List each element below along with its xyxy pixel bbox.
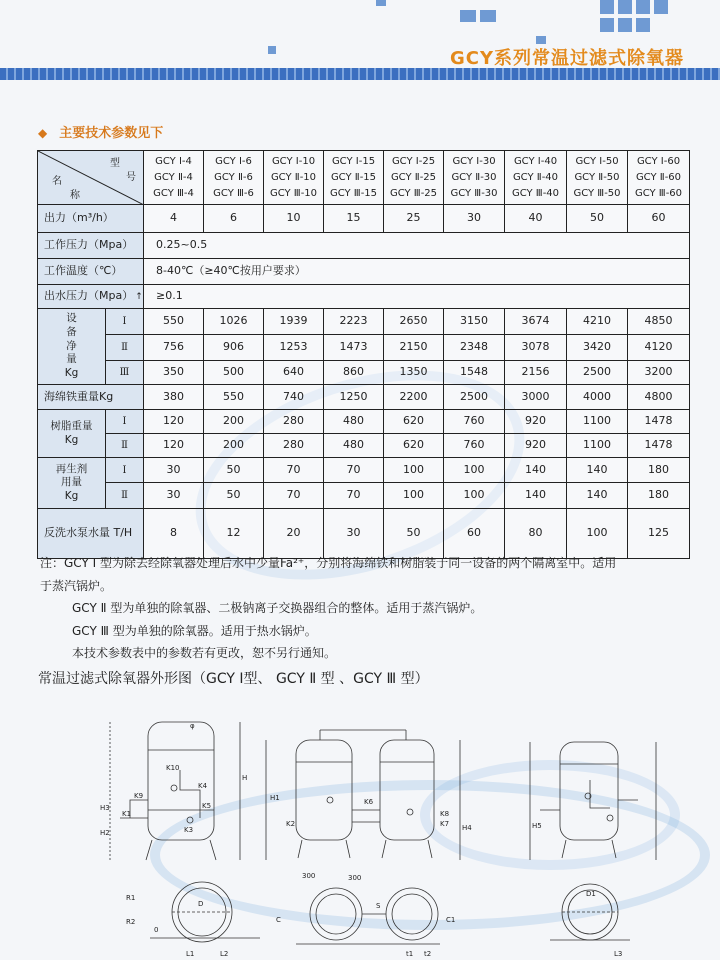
table-cell: 1350 [384, 361, 444, 385]
row-group-label: 设 备 净 量 Kg [38, 309, 106, 385]
table-cell: 280 [264, 434, 324, 458]
model-cell: GCY Ⅰ-10 GCY Ⅱ-10 GCY Ⅲ-10 [264, 151, 324, 205]
corner-cheng: 称 [70, 190, 80, 201]
table-cell: 180 [628, 483, 690, 509]
table-cell: 3078 [505, 335, 567, 361]
dim-label: H5 [532, 822, 542, 830]
table-cell: 12 [204, 509, 264, 559]
table-cell: 4000 [567, 385, 628, 410]
table-cell: 40 [505, 205, 567, 233]
table-cell: 4120 [628, 335, 690, 361]
tank-right [530, 742, 656, 860]
table-cell: 100 [384, 483, 444, 509]
table-cell: 1250 [324, 385, 384, 410]
decor-square [460, 10, 476, 22]
decor-square [536, 36, 546, 44]
decor-square [636, 18, 650, 32]
row-label: 工作压力（Mpa） [38, 233, 144, 259]
dim-label: H [242, 774, 248, 782]
decor-square [618, 18, 632, 32]
dim-label: R2 [126, 918, 136, 926]
dim-label: L1 [186, 950, 195, 958]
table-cell: 1473 [324, 335, 384, 361]
sub-label: Ⅰ [106, 309, 144, 335]
table-cell: 1253 [264, 335, 324, 361]
table-cell: 100 [567, 509, 628, 559]
model-cell: GCY Ⅰ-30 GCY Ⅱ-30 GCY Ⅲ-30 [444, 151, 505, 205]
table-cell: 906 [204, 335, 264, 361]
table-cell: 0.25~0.5 [144, 233, 690, 259]
table-cell: 920 [505, 434, 567, 458]
table-cell: 4850 [628, 309, 690, 335]
dim-label: t1 [406, 950, 414, 958]
dim-label: K9 [134, 792, 144, 800]
table-cell: 70 [324, 458, 384, 483]
table-cell: 100 [384, 458, 444, 483]
table-cell: 4 [144, 205, 204, 233]
table-cell: 1548 [444, 361, 505, 385]
sub-label: Ⅰ [106, 410, 144, 434]
dim-label: K2 [286, 820, 296, 828]
note-line: 于蒸汽锅炉。 [40, 578, 113, 593]
row-group-label: 再生剂 用量 Kg [38, 458, 106, 509]
table-cell: 2500 [567, 361, 628, 385]
table-cell: 2200 [384, 385, 444, 410]
table-cell: 380 [144, 385, 204, 410]
dim-label: K3 [184, 826, 194, 834]
table-cell: 200 [204, 434, 264, 458]
dim-label: D1 [586, 890, 596, 898]
table-cell: 1100 [567, 434, 628, 458]
note-line: GCY Ⅲ 型为单独的除氧器。适用于热水锅炉。 [72, 623, 317, 638]
table-cell: 25 [384, 205, 444, 233]
table-cell: 2223 [324, 309, 384, 335]
table-cell: 140 [567, 483, 628, 509]
dim-label: H3 [100, 804, 110, 812]
dim-label: 300 [348, 874, 362, 882]
section-heading [38, 122, 163, 141]
dim-label: C [276, 916, 281, 924]
table-cell: 30 [144, 483, 204, 509]
dim-label: φ [190, 722, 195, 730]
decor-square [636, 0, 650, 14]
row-label: 出水压力（Mpa） ↑ [38, 285, 144, 309]
decor-square [600, 18, 614, 32]
table-row-output [38, 205, 690, 233]
dim-label: L2 [220, 950, 229, 958]
table-row-backwash [38, 509, 690, 559]
table-cell: 760 [444, 410, 505, 434]
table-cell: 30 [144, 458, 204, 483]
dim-label: 0 [154, 926, 159, 934]
table-cell: 70 [264, 483, 324, 509]
dim-label: K7 [440, 820, 450, 828]
sub-label: Ⅱ [106, 335, 144, 361]
table-cell: 3000 [505, 385, 567, 410]
table-cell: 100 [444, 458, 505, 483]
table-header-row [38, 151, 690, 205]
dim-label: R1 [126, 894, 136, 902]
table-cell: 70 [324, 483, 384, 509]
decor-square [618, 0, 632, 14]
outline-drawing [90, 700, 710, 960]
dim-label: K1 [122, 810, 132, 818]
dim-label: K6 [364, 798, 374, 806]
table-cell: 80 [505, 509, 567, 559]
arrow-mark: ↑ [135, 292, 143, 303]
table-cell: 100 [444, 483, 505, 509]
corner-ming: 名 [52, 176, 62, 187]
table-cell: 640 [264, 361, 324, 385]
dim-label: S [376, 902, 381, 910]
table-cell: 15 [324, 205, 384, 233]
table-cell: 200 [204, 410, 264, 434]
model-cell: GCY Ⅰ-60 GCY Ⅱ-60 GCY Ⅲ-60 [628, 151, 690, 205]
table-cell: 140 [505, 483, 567, 509]
sub-label: Ⅰ [106, 458, 144, 483]
table-cell: 2500 [444, 385, 505, 410]
figure-title: 常温过滤式除氧器外形图（GCY Ⅰ型、 GCY Ⅱ 型 、GCY Ⅲ 型） [38, 671, 429, 687]
table-cell: 2650 [384, 309, 444, 335]
table-row-weight [38, 335, 690, 361]
table-cell: 180 [628, 458, 690, 483]
table-cell: 3150 [444, 309, 505, 335]
table-cell: 756 [144, 335, 204, 361]
tank-middle [266, 730, 460, 860]
table-cell: 350 [144, 361, 204, 385]
table-cell: 740 [264, 385, 324, 410]
diamond-icon: ◆ [38, 126, 48, 140]
table-cell: 8 [144, 509, 204, 559]
dim-label: C1 [446, 916, 456, 924]
page-title: GCY系列常温过滤式除氧器 [449, 48, 684, 69]
table-cell: 480 [324, 410, 384, 434]
decor-square [600, 0, 614, 14]
table-row-regenerant [38, 458, 690, 483]
dim-label: H2 [100, 829, 110, 837]
table-cell: 20 [264, 509, 324, 559]
corner-xing: 型 [110, 158, 120, 169]
table-cell: 8-40℃（≥40℃按用户要求） [144, 259, 690, 285]
table-cell: 1478 [628, 410, 690, 434]
table-cell: 2150 [384, 335, 444, 361]
table-corner-cell [38, 151, 144, 205]
decor-square [268, 46, 276, 54]
table-cell: 3674 [505, 309, 567, 335]
dim-label: t2 [424, 950, 432, 958]
table-row-regenerant [38, 483, 690, 509]
sub-label: Ⅱ [106, 483, 144, 509]
model-cell: GCY Ⅰ-25 GCY Ⅱ-25 GCY Ⅲ-25 [384, 151, 444, 205]
table-cell: 50 [384, 509, 444, 559]
row-label: 反洗水泵水量 T/H [38, 509, 144, 559]
table-cell: 550 [204, 385, 264, 410]
table-cell: 2348 [444, 335, 505, 361]
table-cell: 620 [384, 434, 444, 458]
table-cell: 3200 [628, 361, 690, 385]
table-cell: 6 [204, 205, 264, 233]
model-cell: GCY Ⅰ-6 GCY Ⅱ-6 GCY Ⅲ-6 [204, 151, 264, 205]
table-row-outlet-pressure [38, 285, 690, 309]
table-cell: 140 [567, 458, 628, 483]
table-cell: 1478 [628, 434, 690, 458]
table-cell: 2156 [505, 361, 567, 385]
dim-label: L3 [614, 950, 623, 958]
table-cell: 50 [204, 458, 264, 483]
table-cell: 620 [384, 410, 444, 434]
note-line: 注：GCY Ⅰ 型为除去经除氧器处理后水中少量Fa²⁺，分别将海绵铁和树脂装于同一设备的两个隔离室中。适用 [40, 556, 617, 570]
table-row-resin [38, 434, 690, 458]
table-cell: 1026 [204, 309, 264, 335]
plan-views [150, 882, 630, 944]
table-cell: 4210 [567, 309, 628, 335]
decor-square [376, 0, 386, 6]
dim-label: K10 [166, 764, 180, 772]
row-label: 海绵铁重量Kg [38, 385, 144, 410]
table-row-temperature [38, 259, 690, 285]
table-row-sponge-iron [38, 385, 690, 410]
row-group-label: 树脂重量 Kg [38, 410, 106, 458]
table-cell: 120 [144, 434, 204, 458]
tank-left [110, 722, 240, 860]
table-cell: 500 [204, 361, 264, 385]
note-line: 本技术参数表中的参数若有更改，恕不另行通知。 [72, 646, 337, 660]
table-cell: 280 [264, 410, 324, 434]
table-cell: 3420 [567, 335, 628, 361]
dim-label: K4 [198, 782, 208, 790]
table-cell: 4800 [628, 385, 690, 410]
table-cell: 920 [505, 410, 567, 434]
row-label: 出力（m³/h） [38, 205, 144, 233]
dim-label: H4 [462, 824, 472, 832]
section-heading-text: 主要技术参数见下 [59, 126, 164, 141]
notes-block [40, 552, 700, 665]
table-cell: 60 [628, 205, 690, 233]
sub-label: Ⅱ [106, 434, 144, 458]
sub-label: Ⅲ [106, 361, 144, 385]
table-cell: 760 [444, 434, 505, 458]
spec-table [37, 150, 690, 559]
dim-label: D [198, 900, 204, 908]
table-cell: 50 [567, 205, 628, 233]
table-cell: 120 [144, 410, 204, 434]
dim-label: K8 [440, 810, 450, 818]
model-cell: GCY Ⅰ-4 GCY Ⅱ-4 GCY Ⅲ-4 [144, 151, 204, 205]
table-cell: 860 [324, 361, 384, 385]
table-cell: 140 [505, 458, 567, 483]
model-cell: GCY Ⅰ-40 GCY Ⅱ-40 GCY Ⅲ-40 [505, 151, 567, 205]
table-cell: 50 [204, 483, 264, 509]
table-cell: ≥0.1 [144, 285, 690, 309]
table-row-weight [38, 361, 690, 385]
corner-hao: 号 [126, 172, 136, 183]
dim-label: 300 [302, 872, 316, 880]
model-cell: GCY Ⅰ-50 GCY Ⅱ-50 GCY Ⅲ-50 [567, 151, 628, 205]
dim-label: H1 [270, 794, 280, 802]
table-row-resin [38, 410, 690, 434]
note-line: GCY Ⅱ 型为单独的除氧器、二极钠离子交换器组合的整体。适用于蒸汽锅炉。 [72, 601, 483, 615]
model-cell: GCY Ⅰ-15 GCY Ⅱ-15 GCY Ⅲ-15 [324, 151, 384, 205]
table-row-weight [38, 309, 690, 335]
dim-label: K5 [202, 802, 212, 810]
table-cell: 30 [324, 509, 384, 559]
table-cell: 1939 [264, 309, 324, 335]
row-label: 工作温度（℃） [38, 259, 144, 285]
table-row-pressure [38, 233, 690, 259]
table-cell: 10 [264, 205, 324, 233]
table-cell: 550 [144, 309, 204, 335]
table-cell: 30 [444, 205, 505, 233]
table-cell: 60 [444, 509, 505, 559]
table-cell: 1100 [567, 410, 628, 434]
table-cell: 125 [628, 509, 690, 559]
decor-square [654, 0, 668, 14]
table-cell: 70 [264, 458, 324, 483]
decor-square [480, 10, 496, 22]
table-cell: 480 [324, 434, 384, 458]
